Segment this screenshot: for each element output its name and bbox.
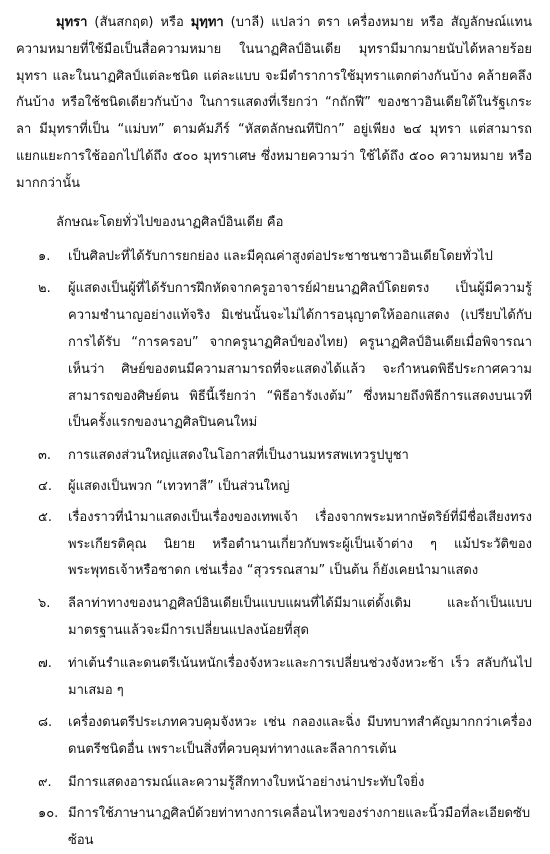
- item-number: ๑๐.: [38, 805, 59, 821]
- item-text: มีการใช้ภาษานาฏศิลป์ด้วยท่าทางการเคลื่อนไหวของร่างกายและนิ้วมือที่ละเอียดซับซ้อน: [68, 805, 531, 848]
- characteristics-list: [16, 244, 532, 854]
- list-item: [16, 443, 532, 470]
- list-item: [16, 770, 532, 797]
- item-number: ๕.: [38, 509, 52, 525]
- list-item: [16, 801, 532, 854]
- item-number: ๔.: [38, 478, 52, 494]
- item-number: ๗.: [38, 655, 52, 671]
- intro-paragraph: [16, 10, 532, 198]
- item-number: ๖.: [38, 596, 51, 612]
- list-item: [16, 474, 532, 501]
- list-item: [16, 276, 532, 437]
- item-number: ๘.: [38, 715, 53, 731]
- term-mudra-sanskrit: มุทรา: [56, 15, 88, 30]
- item-text: ผู้แสดงเป็นพวก “เทวทาสี” เป็นส่วนใหญ่: [68, 478, 290, 494]
- item-text: การแสดงส่วนใหญ่แสดงในโอกาสที่เป็นงานมหรสพเทวรูปบูชา: [68, 448, 409, 464]
- item-text: ลีลาท่าทางของนาฏศิลป์อินเดียเป็นแบบแผนที่ได้มีมาแต่ดั้งเดิม และถ้าเป็นแบบมาตรฐานแล้วจะมีการเปลี่ยนแปลงน้อยที่สุด: [68, 596, 532, 638]
- item-number: ๓.: [38, 448, 52, 464]
- term-mudra-pali: มุทฺทา: [190, 15, 224, 30]
- item-text: มีการแสดงอารมณ์และความรู้สึกทางใบหน้าอย่างน่าประทับใจยิ่ง: [68, 774, 425, 790]
- item-text: ผู้แสดงเป็นผู้ที่ได้รับการฝึกหัดจากครูอาจารย์ฝ่ายนาฏศิลป์โดยตรง เป็นผู้มีความรู้ความชำนาญอย่างแท้จริง มิเช่นนั้นจะไม่ได้การอนุญาตให้ออกแสดง (เปรียบได้กับการได้รับ “การครอบ” จากครูนาฏศิลป์ของไทย) ครูนาฏศิลป์อินเดียเมื่อพิจารณาเห็นว่า ศิษย์ของตนมีความสามารถที่จะแสดงได้แล้ว จะกำหนดพิธีประกาศความสามารถของศิษย์ตน พิธีนี้เรียกว่า “พิธีอารังเงต้ม” ซึ่งหมายถึงพิธีการแสดงบนเวทีเป็นครั้งแรกของนาฏศิลปินคนใหม่: [68, 281, 532, 431]
- list-item: [16, 710, 532, 764]
- list-item: [16, 244, 532, 271]
- list-item: [16, 651, 532, 705]
- list-item: [16, 591, 532, 645]
- item-text: ท่าเต้นรำและดนตรีเน้นหนักเรื่องจังหวะและการเปลี่ยนช่วงจังหวะช้า เร็ว สลับกันไปมาเสมอ ๆ: [68, 655, 532, 698]
- intro-body-text: (บาลี) แปลว่า ตรา เครื่องหมาย หรือ สัญลักษณ์แทนความหมายที่ใช้มือเป็นสื่อความหมาย ในนาฏศิลป์อินเดีย มุทรามีมากมายนับได้หลายร้อยมุทรา และในนาฏศิลป์แต่ละชนิด แต่ละแบบ จะมีตำราการใช้มุทราแตกต่างกันบ้าง คล้ายคลึงกันบ้าง หรือใช้ชนิดเดียวกันบ้าง ในการแสดงที่เรียกว่า “กถักฬี” ของชาวอินเดียใต้ในรัฐเกระลา มีมุทราที่เป็น “แม่บท” ตามคัมภีร์ “หัสตลักษณทีปิกา” อยู่เพียง ๒๔ มุทรา แต่สามารถแยกแยะการใช้ออกไปได้ถึง ๕๐๐ มุทราเศษ ซึ่งหมายความว่า ใช้ได้ถึง ๕๐๐ ความหมาย หรือมากกว่านั้น: [16, 15, 533, 191]
- item-number: ๒.: [38, 281, 51, 297]
- item-number: ๙.: [38, 774, 52, 790]
- item-text: เครื่องดนตรีประเภทควบคุมจังหวะ เช่น กลองและฉิ่ง มีบทบาทสำคัญมากกว่าเครื่องดนตรีชนิดอื่น เพราะเป็นสิ่งที่ควบคุมท่าทางและลีลาการเต้น: [68, 715, 532, 758]
- term-sanskrit-note: (สันสกฤต) หรือ: [87, 15, 191, 30]
- item-text: เรื่องราวที่นำมาแสดงเป็นเรื่องของเทพเจ้า เรื่องจากพระมหากษัตริย์ที่มีชื่อเสียงทรงพระเกียรติคุณ นิยาย หรือตำนานเกี่ยวกับพระผู้เป็นเจ้าต่าง ๆ แม้ประวัติของพระพุทธเจ้าหรือชาดก เช่นเรื่อง “สุวรรณสาม” เป็นต้น ก็ยังเคยนำมาแสดง: [68, 509, 532, 579]
- list-heading: ลักษณะโดยทั่วไปของนาฏศิลป์อินเดีย คือ: [56, 214, 284, 230]
- item-number: ๑.: [38, 248, 51, 264]
- item-text: เป็นศิลปะที่ได้รับการยกย่อง และมีคุณค่าสูงต่อประชาชนชาวอินเดียโดยทั่วไป: [68, 248, 493, 264]
- list-item: [16, 505, 532, 585]
